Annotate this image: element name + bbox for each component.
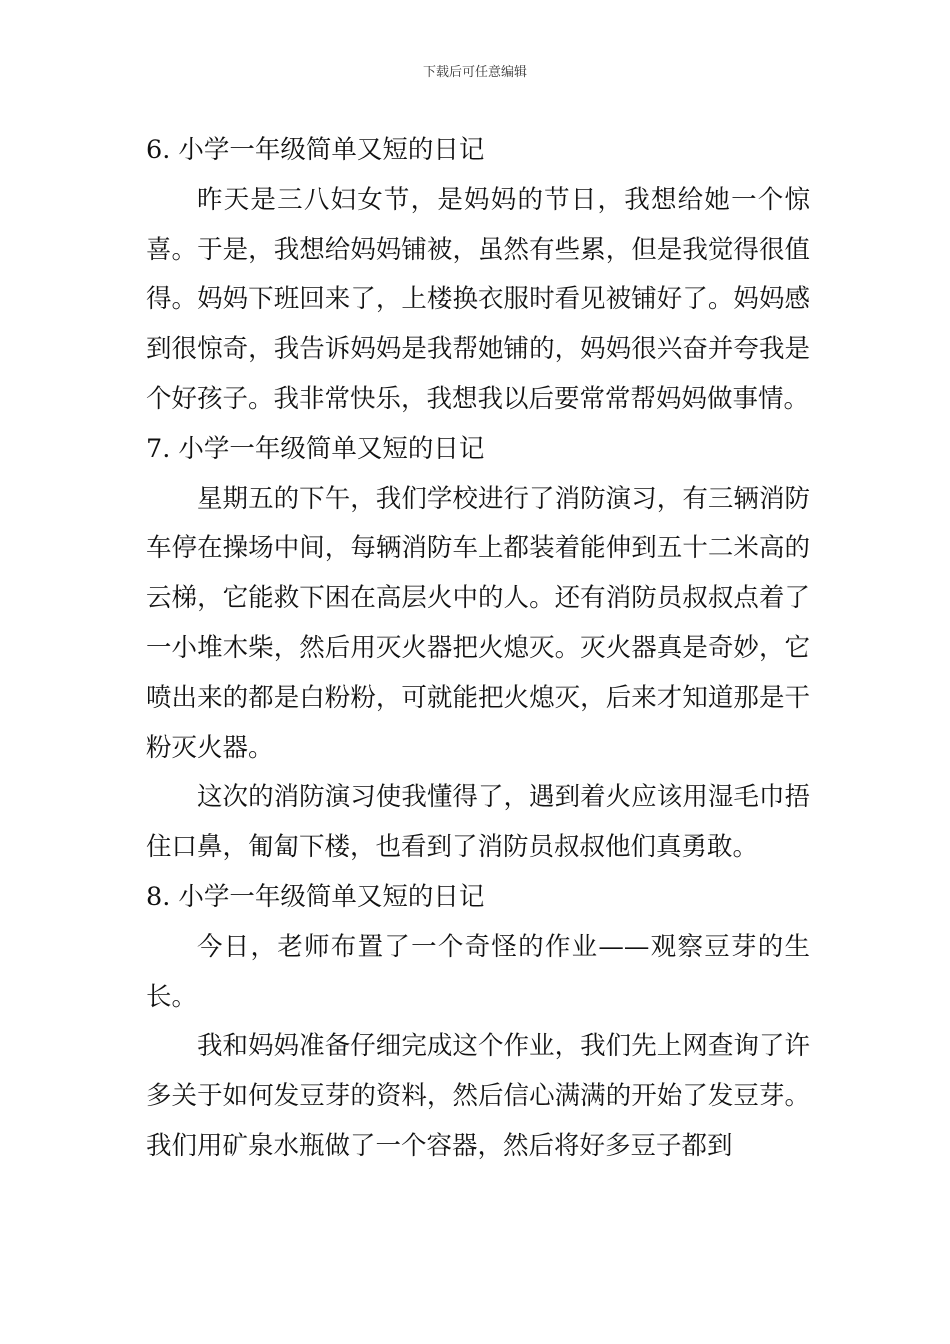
section-heading: 6. 小学一年级简单又短的日记 bbox=[146, 135, 485, 165]
paragraph: 我和妈妈准备仔细完成这个作业，我们先上网查询了许多关于如何发豆芽的资料，然后信心满满的开始了发豆芽。我们用矿泉水瓶做了一个容器，然后将好多豆子都到 bbox=[146, 1031, 810, 1161]
diary-section-6 bbox=[146, 126, 810, 425]
paragraph: 今日，老师布置了一个奇怪的作业——观察豆芽的生长。 bbox=[146, 931, 810, 1012]
paragraph: 这次的消防演习使我懂得了，遇到着火应该用湿毛巾捂住口鼻，匍匐下楼，也看到了消防员叔叔他们真勇敢。 bbox=[146, 782, 810, 863]
section-heading: 7. 小学一年级简单又短的日记 bbox=[146, 433, 485, 464]
paragraph: 星期五的下午，我们学校进行了消防演习，有三辆消防车停在操场中间，每辆消防车上都装着能伸到五十二米高的云梯，它能救下困在高层火中的人。还有消防员叔叔点着了一小堆木柴，然后用灭火器把火熄灭。灭火器真是奇妙，它喷出来的都是白粉粉，可就能把火熄灭，后来才知道那是干粉灭火器。 bbox=[146, 483, 810, 763]
page-header bbox=[0, 64, 950, 82]
header-text: 下载后可任意编辑 bbox=[422, 65, 527, 80]
paragraph: 昨天是三八妇女节，是妈妈的节日，我想给她一个惊喜。于是，我想给妈妈铺被，虽然有些累，但是我觉得很值得。妈妈下班回来了，上楼换衣服时看见被铺好了。妈妈感到很惊奇，我告诉妈妈是我帮她铺的，妈妈很兴奋并夸我是个好孩子。我非常快乐，我想我以后要常常帮妈妈做事情。 bbox=[146, 184, 810, 414]
diary-section-7 bbox=[146, 425, 810, 873]
section-heading: 8. 小学一年级简单又短的日记 bbox=[146, 881, 485, 912]
document-body bbox=[146, 126, 810, 1172]
diary-section-8 bbox=[146, 873, 810, 1172]
